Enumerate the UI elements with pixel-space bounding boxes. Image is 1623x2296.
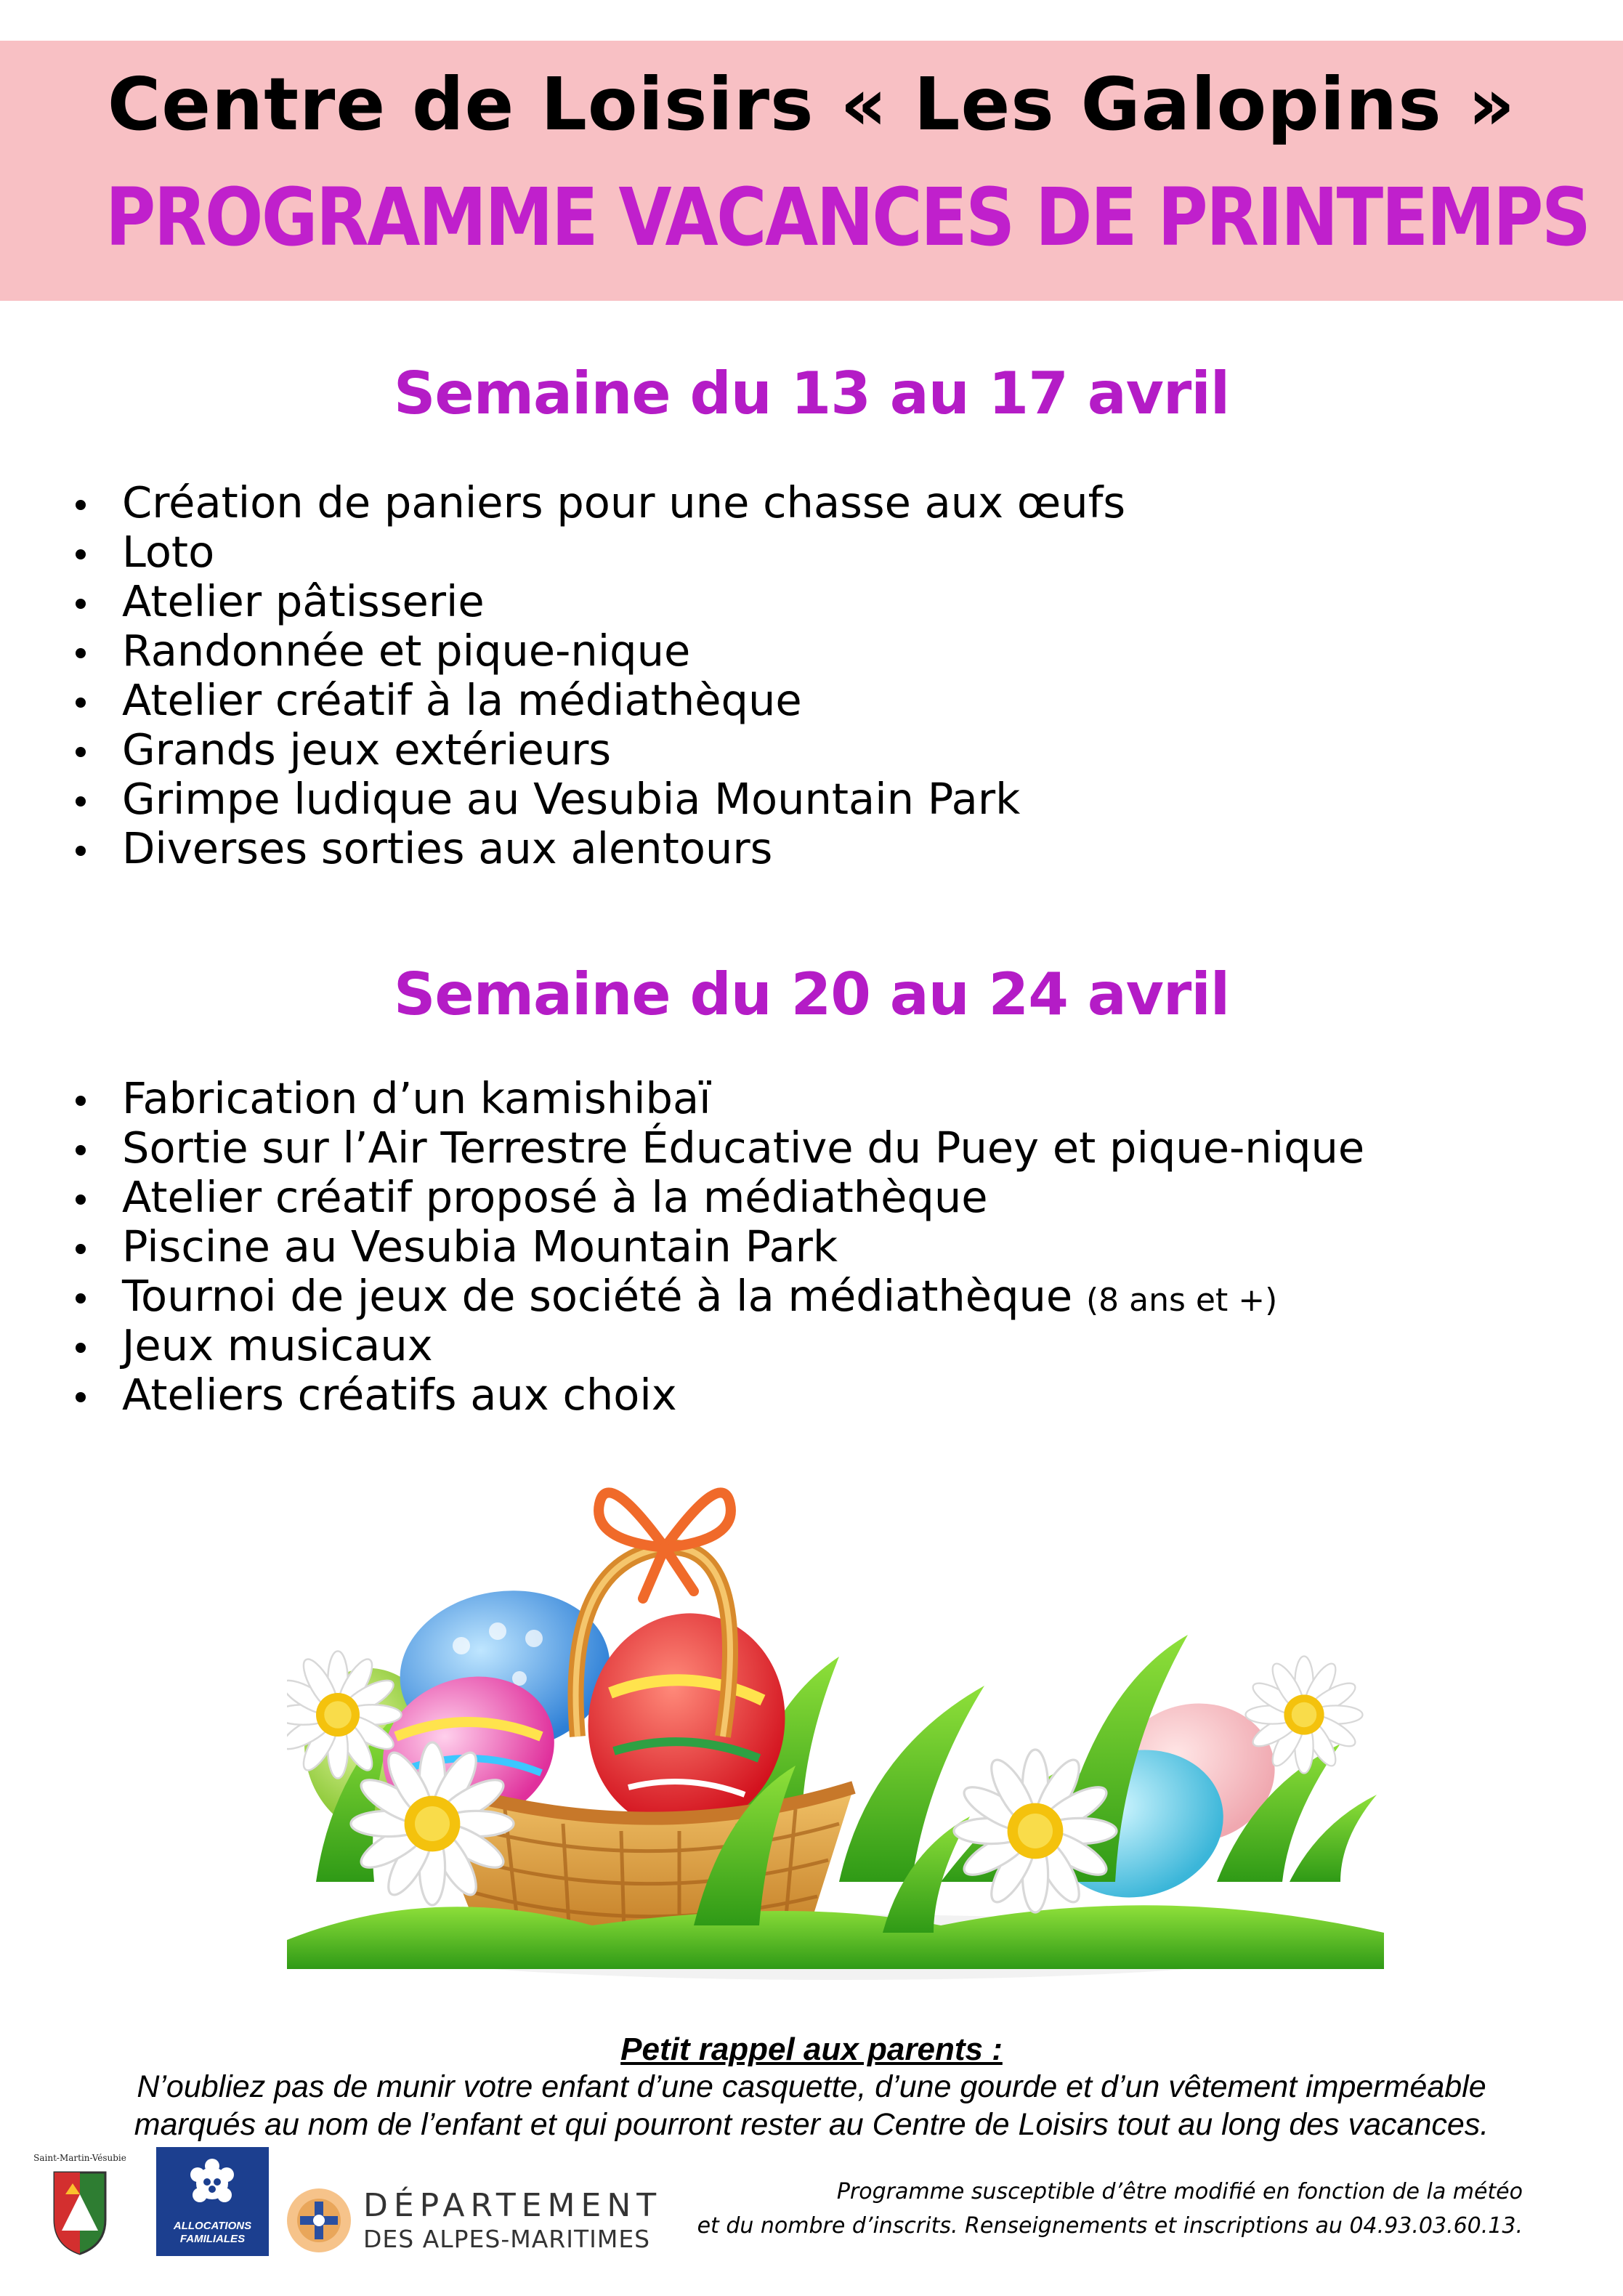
bullet-icon: [76, 1343, 86, 1353]
saint-martin-vesubie-logo: [29, 2151, 131, 2260]
bullet-icon: [76, 1096, 86, 1106]
bullet-icon: [76, 648, 86, 658]
list-item: [65, 775, 1125, 824]
activity-label: Diverses sorties aux alentours: [122, 823, 773, 873]
reminder-line-2: marqués au nom de l’enfant et qui pourront rester au Centre de Loisirs tout au long des vacances.: [134, 2107, 1489, 2142]
bullet-icon: [76, 1392, 86, 1402]
bullet-icon: [76, 747, 86, 757]
list-item: [65, 1370, 1364, 1420]
list-item: [65, 725, 1125, 775]
bullet-icon: [76, 1195, 86, 1205]
departement-emblem-icon: [286, 2187, 352, 2254]
activity-label: Randonnée et pique-nique: [122, 626, 691, 676]
list-item: [65, 1321, 1364, 1370]
departement-name-line-2: DES ALPES-MARITIMES: [363, 2225, 651, 2253]
week-2-activity-list: [65, 1074, 1364, 1420]
activity-label: Atelier créatif à la médiathèque: [122, 675, 802, 725]
bullet-icon: [76, 1145, 86, 1155]
bullet-icon: [76, 599, 86, 609]
list-item: [65, 1123, 1364, 1173]
list-item: [65, 676, 1125, 725]
list-item: [65, 577, 1125, 626]
list-item: [65, 1272, 1364, 1321]
bullet-icon: [76, 796, 86, 807]
activity-label: Grands jeux extérieurs: [122, 724, 612, 775]
departement-name-line-1: DÉPARTEMENT: [363, 2187, 663, 2224]
activity-label: Grimpe ludique au Vesubia Mountain Park: [122, 774, 1021, 824]
footer-line-1: Programme susceptible d’être modifié en fonction de la météo: [836, 2179, 1523, 2204]
activity-label: Atelier pâtisserie: [122, 576, 485, 626]
activity-label: Tournoi de jeux de société à la médiathèque: [122, 1271, 1073, 1321]
activity-label: Fabrication d’un kamishibaï: [122, 1073, 711, 1123]
reminder-line-1: N’oubliez pas de munir votre enfant d’une casquette, d’une gourde et d’un vêtement imperméable: [137, 2069, 1486, 2104]
activity-label: Création de paniers pour une chasse aux œufs: [122, 477, 1126, 527]
activity-label: Ateliers créatifs aux choix: [122, 1370, 677, 1420]
bullet-icon: [76, 1293, 86, 1303]
list-item: [65, 1173, 1364, 1222]
list-item: [65, 626, 1125, 676]
program-subtitle: PROGRAMME VACANCES DE PRINTEMPS: [105, 171, 1590, 264]
list-item: [65, 527, 1125, 577]
caf-logo: [156, 2147, 269, 2256]
saint-martin-label: Saint-Martin-Vésubie: [33, 2153, 126, 2163]
bullet-icon: [76, 1244, 86, 1254]
list-item: [65, 824, 1125, 873]
bullet-icon: [76, 698, 86, 708]
bullet-icon: [76, 549, 86, 559]
week-1-heading: Semaine du 13 au 17 avril: [393, 360, 1230, 427]
activity-label: Atelier créatif proposé à la médiathèque: [122, 1172, 988, 1222]
week-2-heading: Semaine du 20 au 24 avril: [393, 961, 1230, 1028]
reminder-text: [0, 2068, 1623, 2143]
list-item: [65, 1222, 1364, 1272]
footer-line-2: et du nombre d’inscrits. Renseignements et inscriptions au 04.93.03.60.13.: [697, 2213, 1523, 2239]
activity-label: Loto: [122, 527, 215, 577]
list-item: [65, 1074, 1364, 1123]
reminder-title: Petit rappel aux parents :: [620, 2032, 1003, 2067]
activity-label: Sortie sur l’Air Terrestre Éducative du Puey et pique-nique: [122, 1123, 1365, 1173]
easter-basket-illustration: [287, 1475, 1384, 1998]
page-title: Centre de Loisirs « Les Galopins »: [107, 62, 1516, 147]
activity-label: Piscine au Vesubia Mountain Park: [122, 1221, 838, 1272]
caf-label: ALLOCATIONS FAMILIALES: [173, 2220, 252, 2245]
activity-label: Jeux musicaux: [122, 1320, 433, 1370]
list-item: [65, 478, 1125, 527]
week-1-activity-list: [65, 478, 1125, 873]
bullet-icon: [76, 500, 86, 510]
bullet-icon: [76, 846, 86, 856]
age-note: (8 ans et +): [1086, 1282, 1278, 1319]
footer-note: [697, 2175, 1523, 2243]
